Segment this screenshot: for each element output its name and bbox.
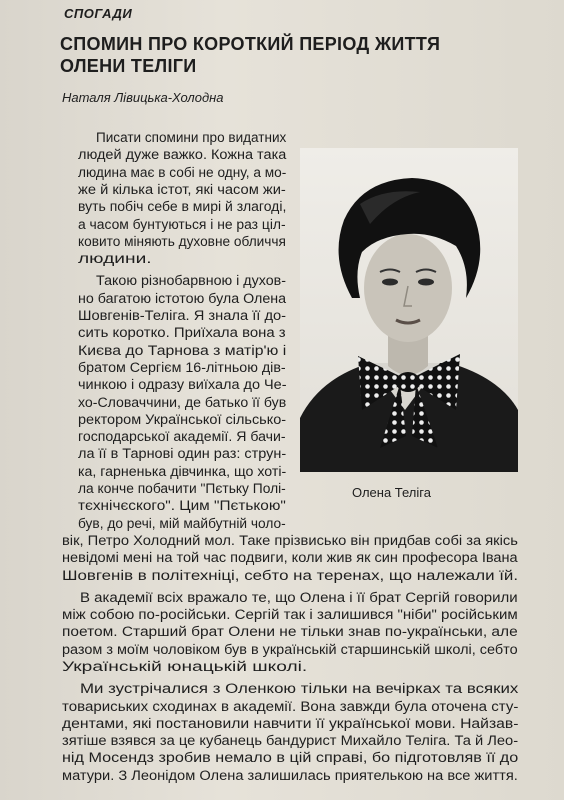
text-line: братом Сергієм 16-літньою дів- (78, 360, 286, 376)
text-line: людини. (78, 251, 152, 267)
text-line: Українській юнацькій школі. (62, 659, 308, 675)
text-line: ректором Української сільсько- (78, 412, 287, 428)
text-line: людина має в собі не одну, а мо- (78, 165, 287, 181)
text-line: поетом. Старший брат Олени не тільки знав по-українськи, але (62, 624, 518, 640)
text-line: між собою по-російськи. Сергій так і залишився "ніби" російським (62, 607, 518, 623)
author-name: Наталя Лівицька-Холодна (62, 90, 224, 105)
text-line: разом з моїм чоловіком був в українській старшинській школі, себто (62, 642, 518, 658)
text-line: Шовгенів-Теліга. Я знала її до- (78, 308, 287, 324)
text-line: Ми зустрічалися з Оленкою тільки на вечірках та всяких (80, 681, 519, 697)
portrait-photo (300, 148, 518, 472)
text-line: но багатою істотою була Олена (78, 291, 287, 307)
text-line: Шовгенів в політехніці, себто на теренах, що належали їй. (62, 568, 519, 584)
title-line: ОЛЕНИ ТЕЛІГИ (60, 56, 197, 76)
text-line: дентами, які постановили навчити її української мови. Найзав- (62, 716, 519, 732)
section-label: СПОГАДИ (64, 6, 133, 21)
text-line: людей дуже важко. Кожна така (78, 147, 287, 163)
text-line: товариських сходинах в академії. Вона завжди була оточена сту- (62, 699, 519, 715)
text-line: тєхнічєского". Цим "Пєтькою" (78, 498, 286, 514)
text-line: а часом бунтуються і не раз ціл- (78, 217, 286, 233)
text-line: ла конче побачити "Пєтьку Полі- (78, 481, 286, 497)
text-line: чинкою і одразу виїхала до Че- (78, 377, 287, 393)
text-line: зятіше взявся за це кубанець бандурист Михайло Теліга. Та й Лео- (62, 733, 519, 749)
photo-caption: Олена Теліга (352, 485, 431, 500)
text-line: хо-Словаччини, де батько її був (78, 395, 287, 411)
text-line: сить коротко. Приїхала вона з (78, 325, 286, 341)
text-line: ла її в Тарнові один раз: струн- (78, 446, 287, 462)
text-line: В академії всіх вражало те, що Олена і її брат Сергій говорили (80, 590, 518, 606)
title-line: СПОМИН ПРО КОРОТКИЙ ПЕРІОД ЖИТТЯ (60, 34, 441, 54)
text-line: був, до речі, мій майбутній чоло- (78, 516, 286, 532)
text-line: невідомі мені на той час подвиги, коли жив як син професора Івана (62, 550, 518, 566)
text-line: же й кілька істот, які часом жи- (78, 182, 286, 198)
text-line: Києва до Тарнова з матір'ю і (78, 343, 287, 359)
text-line: ка, гарненька дівчинка, що хоті- (78, 464, 287, 480)
text-line: вуть побіч себе в мирі й злагоді, (78, 199, 287, 215)
article-title (60, 33, 490, 77)
portrait-illustration (300, 148, 518, 472)
text-line: вік, Петро Холодний мол. Таке прізвисько він придбав собі за якісь (62, 533, 518, 549)
text-line: матури. З Леонідом Олена залишилась приятелькою на все життя. (62, 768, 518, 784)
text-line: Такою різнобарвною і духов- (96, 273, 286, 289)
text-line: господарської академії. Я бачи- (78, 429, 286, 445)
text-line: ковито міняють духовне обличчя (78, 234, 286, 250)
text-line: нід Мосендз зробив немало в цій справі, бо підготовляв її до (62, 750, 519, 766)
text-line: Писати спомини про видатних (96, 130, 287, 146)
